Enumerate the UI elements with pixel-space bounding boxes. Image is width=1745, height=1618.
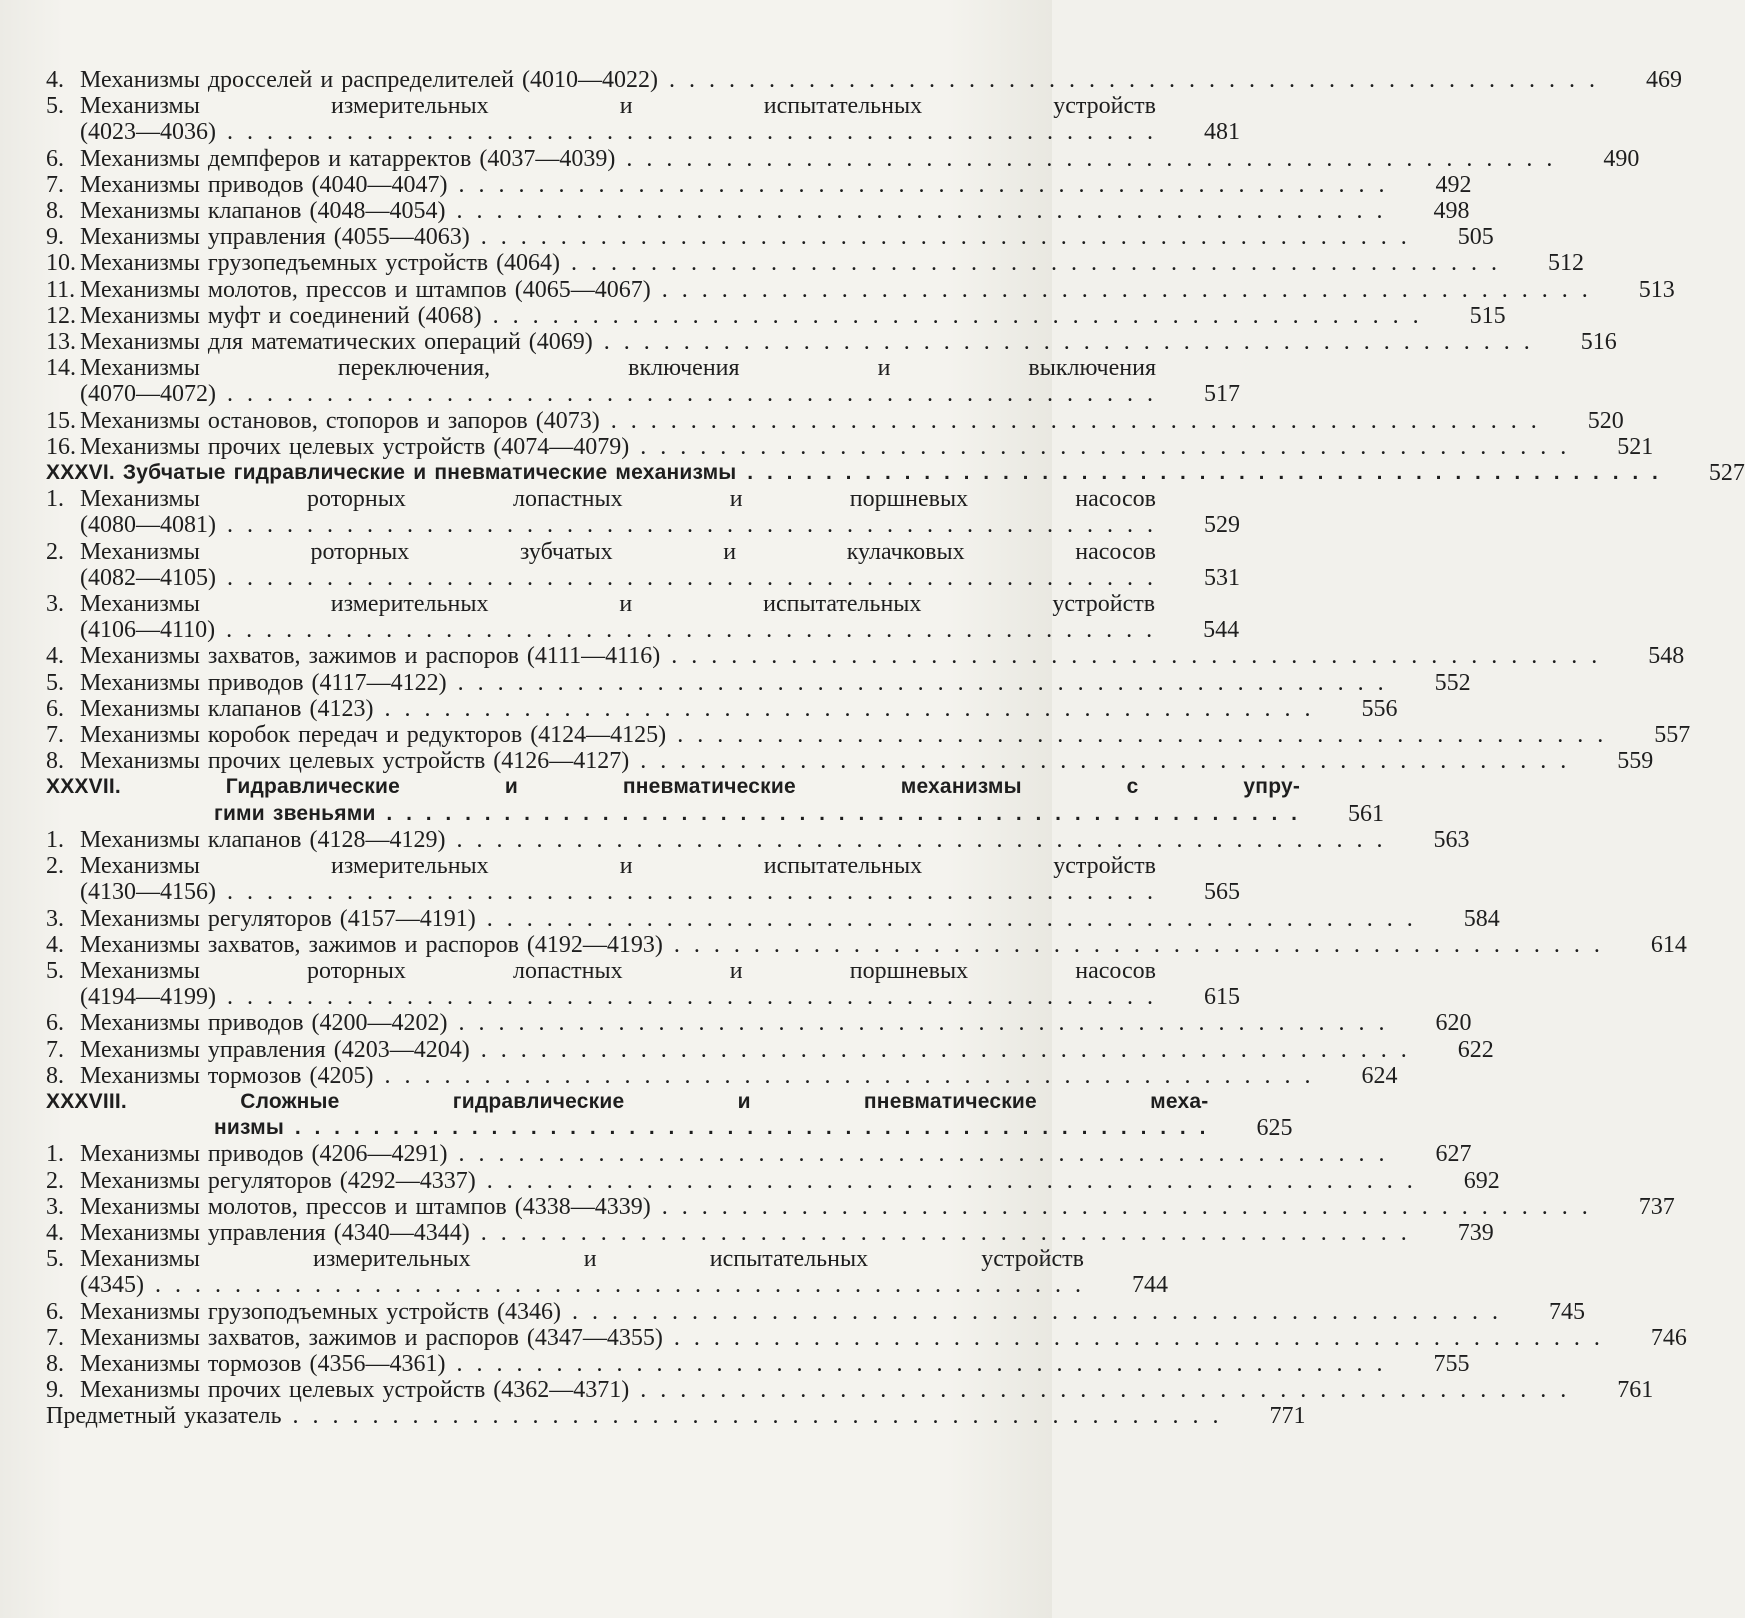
toc-page-number: 565: [1203, 879, 1240, 906]
toc-entry-number: 1.: [46, 486, 64, 513]
toc-entry: [46, 1246, 1168, 1299]
toc-entry-number: 4.: [46, 67, 64, 93]
toc-entry-number: 1.: [46, 1141, 64, 1168]
toc-page-number: 739: [1457, 1219, 1494, 1246]
toc-entry-number: 8.: [46, 1350, 64, 1377]
toc-entry-title: Механизмы клапанов (4123) . .: [80, 696, 1313, 722]
toc-entry: [46, 1298, 1586, 1325]
toc-page-number: 498: [1433, 198, 1470, 225]
toc-title-line: XXXVII. Гидравлические и пневматические механизмы с упру-: [46, 775, 1301, 799]
toc-chapter-title: [46, 774, 1300, 826]
toc-title-line: Механизмы измерительных и испытательных устройств: [80, 591, 1156, 618]
toc-entry-number: 14.: [46, 355, 76, 382]
toc-title-line-continued: (4345) . .: [80, 1272, 1084, 1298]
toc-entry-title: [80, 355, 1156, 407]
toc-entry-number: 7.: [46, 1036, 64, 1063]
toc-title-line-continued: (4023—4036) . .: [80, 119, 1156, 145]
toc-entry-number: 9.: [46, 1377, 64, 1404]
toc-page-number: 505: [1457, 224, 1494, 251]
toc-entry: [46, 853, 1240, 906]
toc-title-line-continued: (4080—4081) . .: [80, 512, 1156, 538]
toc-entry-number: 12.: [46, 302, 76, 329]
toc-entry: [46, 669, 1471, 696]
toc-entry-title: Механизмы приводов (4206—4291) . .: [80, 1141, 1388, 1167]
toc-entry-number: 6.: [46, 695, 64, 722]
toc-entry-title: Механизмы клапанов (4128—4129) . .: [80, 827, 1385, 853]
toc-entry: [46, 1403, 1306, 1430]
toc-entry-title: Механизмы приводов (4117—4122) . .: [80, 670, 1387, 696]
toc-page-number: 584: [1463, 905, 1500, 932]
toc-entry-title: [80, 1246, 1084, 1298]
toc-entry-number: 6.: [46, 1298, 64, 1325]
toc-title-line: Механизмы измерительных и испытательных устройств: [80, 853, 1156, 880]
toc-chapter-title: XXXVI. Зубчатые гидравлические и пневматические механизмы . .: [46, 460, 1661, 486]
toc-title-line: Механизмы измерительных и испытательных устройств: [80, 1246, 1084, 1273]
toc-entry-title: Механизмы приводов (4040—4047) . .: [80, 172, 1388, 198]
toc-entry: [46, 1219, 1494, 1246]
toc-page-number: 492: [1435, 171, 1472, 198]
toc-entry: [46, 748, 1654, 775]
toc-entry: [46, 905, 1500, 932]
toc-entry: [46, 957, 1240, 1011]
toc-entry-number: 8.: [46, 748, 64, 775]
toc-entry-number: 5.: [46, 1246, 64, 1273]
toc-entry: [46, 224, 1494, 251]
toc-entry-title: Механизмы захватов, зажимов и распоров (4111—4116) . .: [80, 643, 1600, 669]
toc-entry-title: Механизмы молотов, прессов и штампов (4338—4339) . .: [80, 1194, 1591, 1220]
toc-chapter: [46, 1089, 1293, 1142]
toc-entry-number: 6.: [46, 1010, 64, 1037]
toc-entry-title: [80, 958, 1156, 1010]
toc-page-number: 620: [1435, 1010, 1472, 1037]
toc-entry: [46, 1324, 1687, 1351]
toc-entry: [46, 826, 1470, 853]
toc-entry-number: 4.: [46, 643, 64, 670]
toc-entry-number: 5.: [46, 93, 64, 120]
toc-entry-number: 4.: [46, 1219, 64, 1246]
toc-entry: [46, 433, 1654, 460]
toc-entry: [46, 486, 1240, 539]
toc-chapter: [46, 774, 1385, 827]
toc-page-number: 755: [1433, 1350, 1470, 1377]
toc-entry-title: Механизмы демпферов и катарректов (4037—4039) . .: [80, 146, 1555, 172]
toc-page-number: 737: [1638, 1193, 1675, 1220]
toc-entry-title: Механизмы молотов, прессов и штампов (4065—4067) . .: [80, 277, 1591, 303]
toc-entry: [46, 329, 1617, 356]
toc-entry-number: 9.: [46, 224, 64, 251]
toc-entry: [46, 250, 1585, 277]
toc-entry-number: 4.: [46, 931, 64, 958]
toc-entry-title: Механизмы дросселей и распределителей (4010—4022) . .: [80, 67, 1598, 93]
toc-entry-title: [80, 539, 1156, 591]
toc-page-number: 515: [1469, 302, 1506, 329]
toc-page-number: 627: [1435, 1141, 1472, 1168]
toc-entry: [46, 1062, 1398, 1089]
toc-entry-title: Механизмы остановов, стопоров и запоров (4073) . .: [80, 408, 1540, 434]
toc-title-line-continued: низмы . .: [46, 1115, 1208, 1141]
toc-page-number: 490: [1603, 145, 1640, 172]
toc-page-number: 512: [1548, 250, 1585, 277]
toc-entry: [46, 145, 1640, 172]
toc-entry-number: 2.: [46, 538, 64, 565]
toc-entry-title: Механизмы захватов, зажимов и распоров (4347—4355) . .: [80, 1325, 1603, 1351]
toc-entry-number: 7.: [46, 171, 64, 198]
toc-page-number: 746: [1650, 1324, 1687, 1351]
toc-entry-title: Механизмы для математических операций (4069) . .: [80, 329, 1533, 355]
toc-entry: [46, 538, 1240, 591]
toc-entry-title: Предметный указатель . .: [46, 1403, 1222, 1429]
toc-entry: [46, 643, 1685, 670]
toc-title-line-continued: (4070—4072) . .: [80, 381, 1156, 407]
toc-entry-title: [80, 486, 1156, 538]
toc-entry-title: Механизмы прочих целевых устройств (4362—4371) . .: [80, 1377, 1569, 1403]
toc-page-number: 692: [1463, 1167, 1500, 1194]
toc-entry-title: Механизмы тормозов (4356—4361) . .: [80, 1351, 1386, 1377]
toc-entry-title: Механизмы регуляторов (4292—4337) . .: [80, 1168, 1416, 1194]
toc-title-line-continued: (4082—4105) . .: [80, 565, 1156, 591]
toc-page-number: 761: [1617, 1377, 1654, 1404]
toc-entry: [46, 1036, 1494, 1063]
toc-entry-number: 7.: [46, 1324, 64, 1351]
toc-entry: [46, 171, 1472, 198]
toc-title-line-continued: (4130—4156) . .: [80, 879, 1156, 905]
toc-entry: [46, 1193, 1675, 1220]
toc-entry-number: 6.: [46, 145, 64, 172]
toc-entry-title: [80, 93, 1156, 145]
toc-entry-number: 13.: [46, 329, 76, 356]
toc-entry: [46, 198, 1470, 225]
toc-title-line-continued: (4194—4199) . .: [80, 984, 1156, 1010]
toc-page-number: 521: [1617, 433, 1654, 460]
toc-entry: [46, 276, 1675, 303]
toc-title-line: Механизмы роторных зубчатых и кулачковых насосов: [80, 538, 1156, 565]
toc-page-number: 771: [1269, 1403, 1306, 1430]
toc-entry-number: 3.: [46, 591, 64, 618]
toc-entry-title: Механизмы коробок передач и редукторов (4124—4125) . .: [80, 722, 1606, 748]
toc-entry: [46, 1141, 1472, 1168]
toc-page-number: 544: [1203, 617, 1240, 644]
toc-entry: [46, 931, 1687, 958]
toc-entry: [46, 1167, 1500, 1194]
toc-page-number: 563: [1433, 826, 1470, 853]
toc-page-number: 559: [1617, 748, 1654, 775]
toc-entry: [46, 407, 1624, 434]
toc-page-number: 614: [1650, 931, 1687, 958]
toc-entry-number: 5.: [46, 669, 64, 696]
toc-entry-number: 8.: [46, 198, 64, 225]
toc-page-number: 552: [1434, 669, 1471, 696]
toc-page-number: 516: [1580, 329, 1617, 356]
toc-entry-number: 5.: [46, 957, 64, 984]
toc-chapter: [46, 460, 1745, 487]
toc-page-number: 744: [1131, 1272, 1168, 1299]
toc-entry-number: 7.: [46, 722, 64, 749]
toc-entry: [46, 1010, 1472, 1037]
toc-entry-title: Механизмы приводов (4200—4202) . .: [80, 1010, 1388, 1036]
table-of-contents: [46, 67, 1745, 1430]
toc-entry-number: 3.: [46, 1193, 64, 1220]
toc-entry-number: 8.: [46, 1062, 64, 1089]
toc-page-number: 625: [1256, 1115, 1293, 1142]
toc-title-line: Механизмы роторных лопастных и поршневых насосов: [80, 486, 1156, 513]
toc-page-number: 556: [1361, 695, 1398, 722]
toc-entry: [46, 302, 1506, 329]
toc-entry-title: Механизмы клапанов (4048—4054) . .: [80, 198, 1385, 224]
toc-title-line: Механизмы роторных лопастных и поршневых насосов: [80, 957, 1156, 984]
toc-entry-title: Механизмы тормозов (4205) . .: [80, 1063, 1314, 1089]
toc-entry-number: 1.: [46, 826, 64, 853]
toc-entry: [46, 93, 1240, 146]
toc-page-number: 469: [1645, 67, 1682, 93]
toc-page-number: 624: [1361, 1062, 1398, 1089]
toc-page-number: 745: [1549, 1298, 1586, 1325]
toc-page-number: 517: [1203, 381, 1240, 408]
toc-entry-title: Механизмы управления (4055—4063) . .: [80, 224, 1410, 250]
toc-page-number: 527: [1708, 460, 1745, 487]
toc-entry: [46, 722, 1691, 749]
toc-entry-number: 11.: [46, 276, 76, 303]
toc-entry-title: Механизмы грузопедъемных устройств (4064) . .: [80, 250, 1500, 276]
toc-page-number: 481: [1203, 119, 1240, 146]
toc-entry-number: 2.: [46, 853, 64, 880]
toc-title-line: Механизмы измерительных и испытательных устройств: [80, 93, 1156, 120]
toc-page-number: 520: [1587, 407, 1624, 434]
toc-page-number: 531: [1203, 564, 1240, 591]
toc-entry-number: 2.: [46, 1167, 64, 1194]
toc-entry-title: Механизмы прочих целевых устройств (4074—4079) . .: [80, 434, 1569, 460]
toc-entry-number: 16.: [46, 433, 76, 460]
toc-entry-title: Механизмы регуляторов (4157—4191) . .: [80, 906, 1416, 932]
toc-entry-number: 3.: [46, 905, 64, 932]
toc-page-number: 561: [1348, 800, 1385, 827]
toc-title-line: Механизмы переключения, включения и выключения: [80, 355, 1156, 382]
toc-entry-title: Механизмы управления (4203—4204) . .: [80, 1037, 1410, 1063]
toc-entry: [46, 1377, 1654, 1404]
toc-entry: [46, 1350, 1470, 1377]
toc-chapter-title: [46, 1089, 1208, 1141]
toc-entry-title: Механизмы грузоподъемных устройств (4346) . .: [80, 1299, 1501, 1325]
toc-entry: [46, 695, 1398, 722]
toc-page-number: 529: [1203, 512, 1240, 539]
toc-entry-title: Механизмы муфт и соединений (4068) . .: [80, 303, 1422, 329]
toc-entry: [46, 355, 1240, 408]
toc-entry-title: Механизмы захватов, зажимов и распоров (4192—4193) . .: [80, 932, 1603, 958]
toc-page-number: 557: [1654, 722, 1691, 749]
toc-title-line-continued: гими звеньями . .: [46, 801, 1300, 827]
toc-entry-title: [80, 853, 1156, 905]
toc-page-number: 548: [1648, 643, 1685, 670]
toc-title-line: XXXVIII. Сложные гидравлические и пневматические меха-: [46, 1089, 1209, 1113]
toc-entry-title: [80, 591, 1155, 643]
toc-entry: [46, 591, 1240, 644]
toc-entry-title: Механизмы управления (4340—4344) . .: [80, 1220, 1410, 1246]
toc-entry-title: Механизмы прочих целевых устройств (4126—4127) . .: [80, 748, 1569, 774]
toc-entry-number: 10.: [46, 250, 76, 277]
toc-page-number: 622: [1457, 1036, 1494, 1063]
toc-entry-number: 15.: [46, 407, 76, 434]
toc-page-number: 513: [1638, 276, 1675, 303]
toc-page-number: 615: [1203, 984, 1240, 1011]
toc-title-line-continued: (4106—4110) . .: [80, 617, 1155, 643]
toc-entry: [46, 67, 1682, 93]
